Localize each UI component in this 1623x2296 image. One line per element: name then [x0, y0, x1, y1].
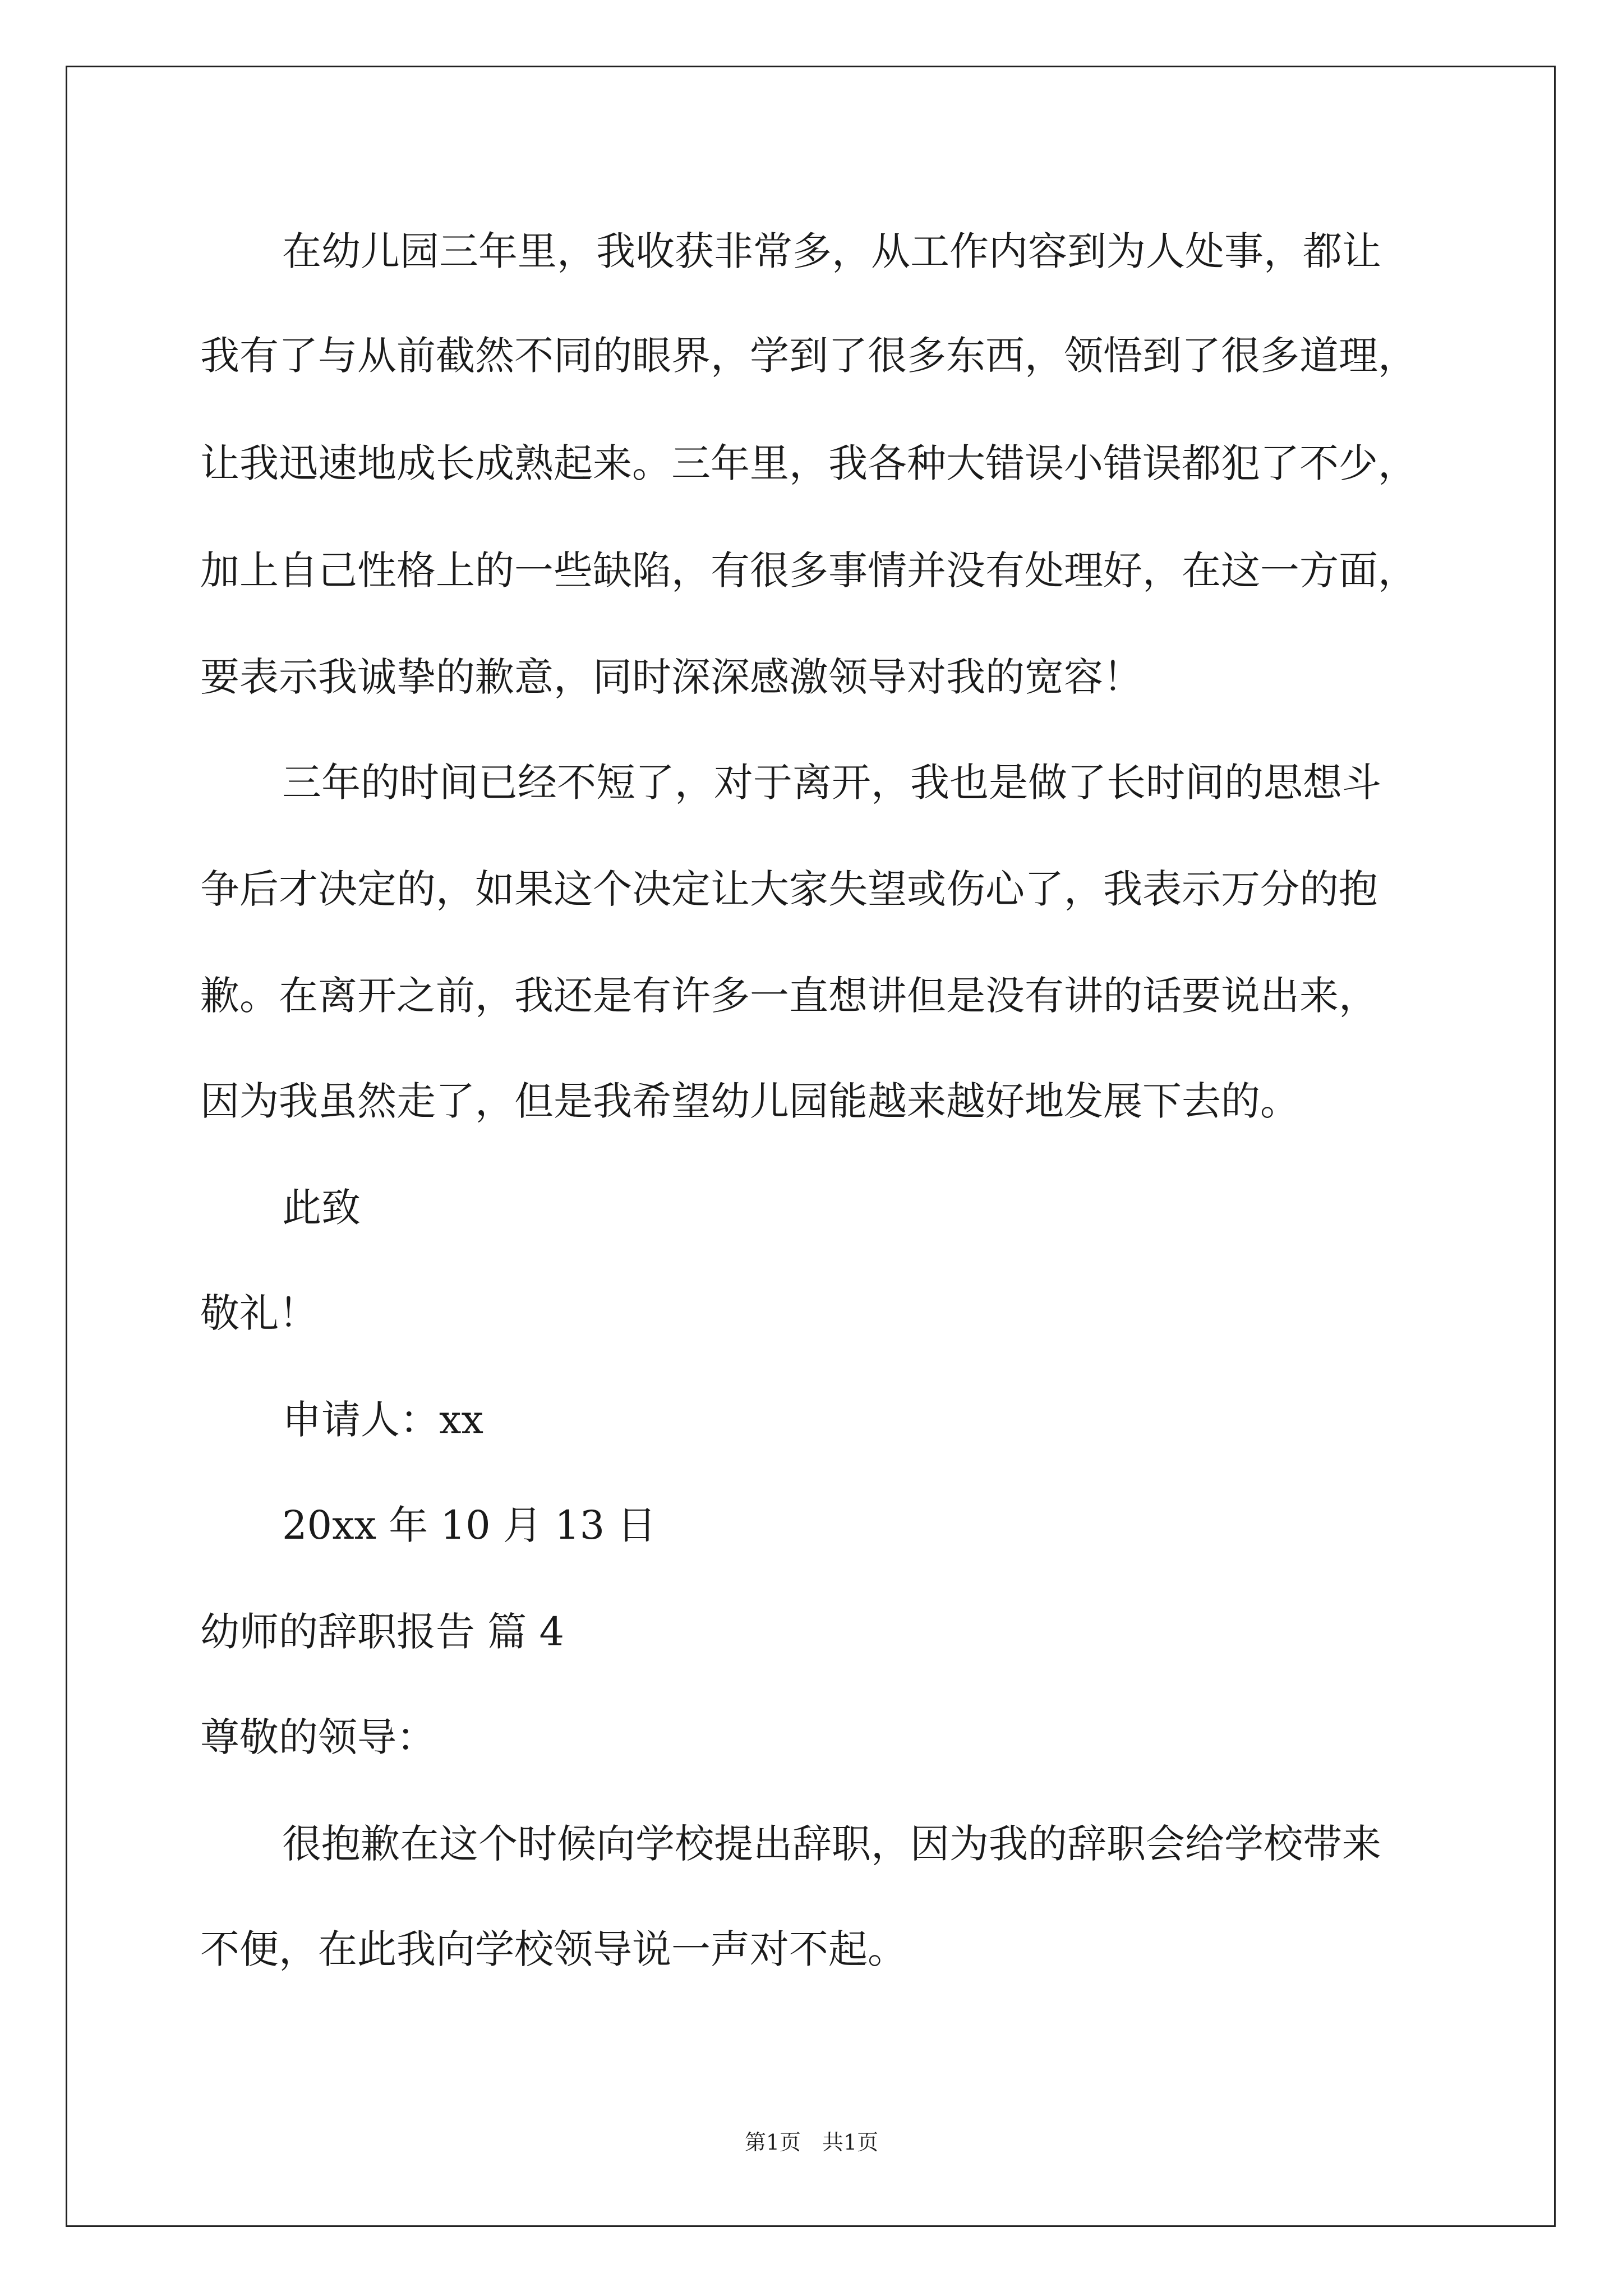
page-border [66, 66, 1556, 2227]
paragraph-line: 在幼儿园三年里，我收获非常多，从工作内容到为人处事，都让 [282, 228, 1381, 274]
paragraph-line: 歉。在离开之前，我还是有许多一直想讲但是没有讲的话要说出来， [200, 973, 1378, 1019]
paragraph-line: 让我迅速地成长成熟起来。三年里，我各种大错误小错误都犯了不少， [200, 440, 1417, 486]
paragraph-line: 争后才决定的，如果这个决定让大家失望或伤心了，我表示万分的抱 [200, 866, 1378, 912]
paragraph-line: 我有了与从前截然不同的眼界，学到了很多东西，领悟到了很多道理， [200, 333, 1417, 379]
closing-text: 此致 [282, 1185, 361, 1231]
paragraph-line: 要表示我诚挚的歉意，同时深深感激领导对我的宽容！ [200, 654, 1142, 700]
paragraph-line: 因为我虽然走了，但是我希望幼儿园能越来越好地发展下去的。 [200, 1078, 1299, 1124]
salutation: 敬礼！ [200, 1290, 318, 1336]
letter-date: 20xx 年 10 月 13 日 [282, 1502, 657, 1548]
section-title: 幼师的辞职报告 篇 4 [200, 1609, 565, 1655]
page-number-footer: 第1页 共1页 [744, 2130, 879, 2155]
paragraph-line: 三年的时间已经不短了，对于离开，我也是做了长时间的思想斗 [282, 760, 1381, 806]
applicant-signature: 申请人：xx [282, 1397, 483, 1443]
paragraph-line: 不便，在此我向学校领导说一声对不起。 [200, 1926, 907, 1972]
paragraph-line: 很抱歉在这个时候向学校提出辞职，因为我的辞职会给学校带来 [282, 1821, 1381, 1867]
paragraph-line: 加上自己性格上的一些缺陷，有很多事情并没有处理好，在这一方面， [200, 547, 1417, 593]
greeting: 尊敬的领导： [200, 1714, 436, 1760]
